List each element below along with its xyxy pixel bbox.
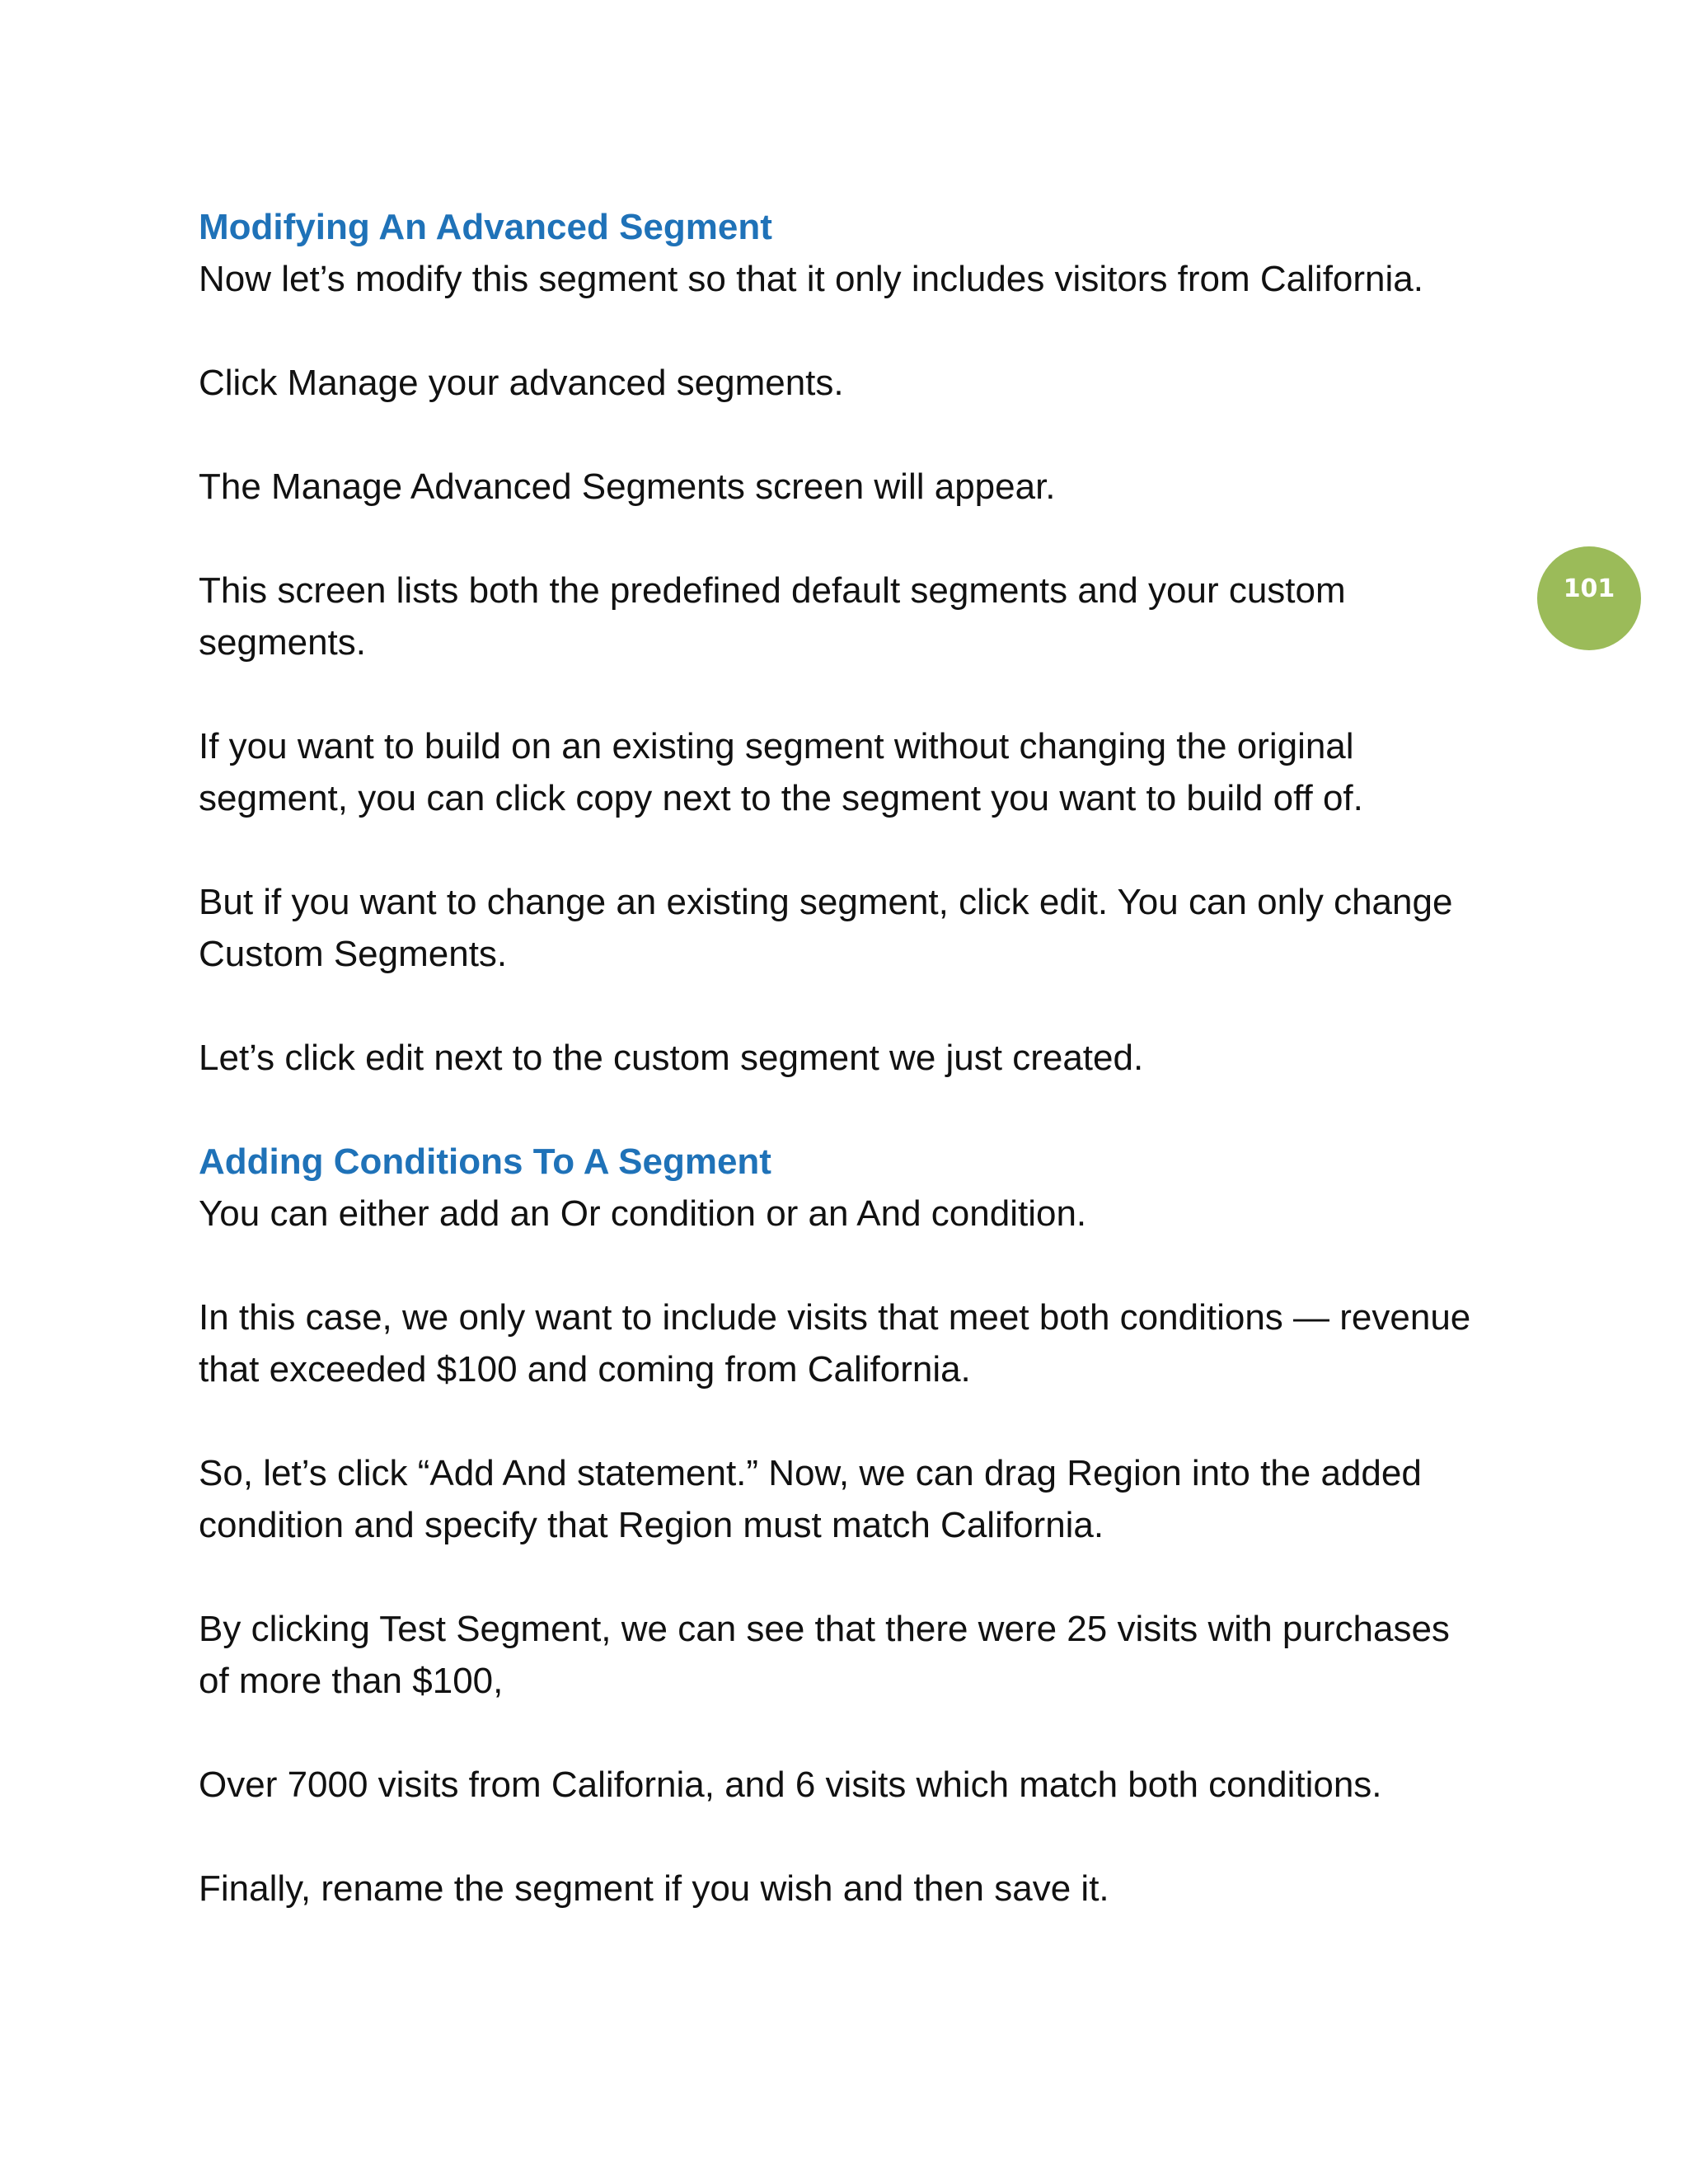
paragraph: This screen lists both the predefined default segments and your custom segments.: [199, 570, 1346, 663]
document-body: [199, 201, 1484, 1966]
section-heading-adding-conditions: Adding Conditions To A Segment: [199, 1141, 771, 1182]
paragraph: Let’s click edit next to the custom segment we just created.: [199, 1038, 1144, 1078]
paragraph: Click Manage your advanced segments.: [199, 363, 844, 403]
paragraph: So, let’s click “Add And statement.” Now, we can drag Region into the added condition and specify that Region must match California.: [199, 1453, 1422, 1545]
paragraph: If you want to build on an existing segment without changing the original segment, you can click copy next to the segment you want to build off of.: [199, 726, 1363, 818]
section-heading-modifying-segment: Modifying An Advanced Segment: [199, 207, 772, 247]
page-number: 101: [1563, 574, 1615, 603]
paragraph: Over 7000 visits from California, and 6 visits which match both conditions.: [199, 1765, 1382, 1805]
page-number-badge: [1537, 546, 1641, 650]
paragraph: By clicking Test Segment, we can see that there were 25 visits with purchases of more than $100,: [199, 1609, 1450, 1701]
paragraph: In this case, we only want to include visits that meet both conditions — revenue that exceeded $100 and coming from California.: [199, 1297, 1471, 1390]
paragraph: Finally, rename the segment if you wish and then save it.: [199, 1868, 1109, 1909]
paragraph: But if you want to change an existing segment, click edit. You can only change Custom Segments.: [199, 882, 1453, 974]
paragraph: Now let’s modify this segment so that it only includes visitors from California.: [199, 259, 1423, 299]
paragraph: The Manage Advanced Segments screen will appear.: [199, 466, 1056, 507]
paragraph: You can either add an Or condition or an And condition.: [199, 1193, 1087, 1234]
